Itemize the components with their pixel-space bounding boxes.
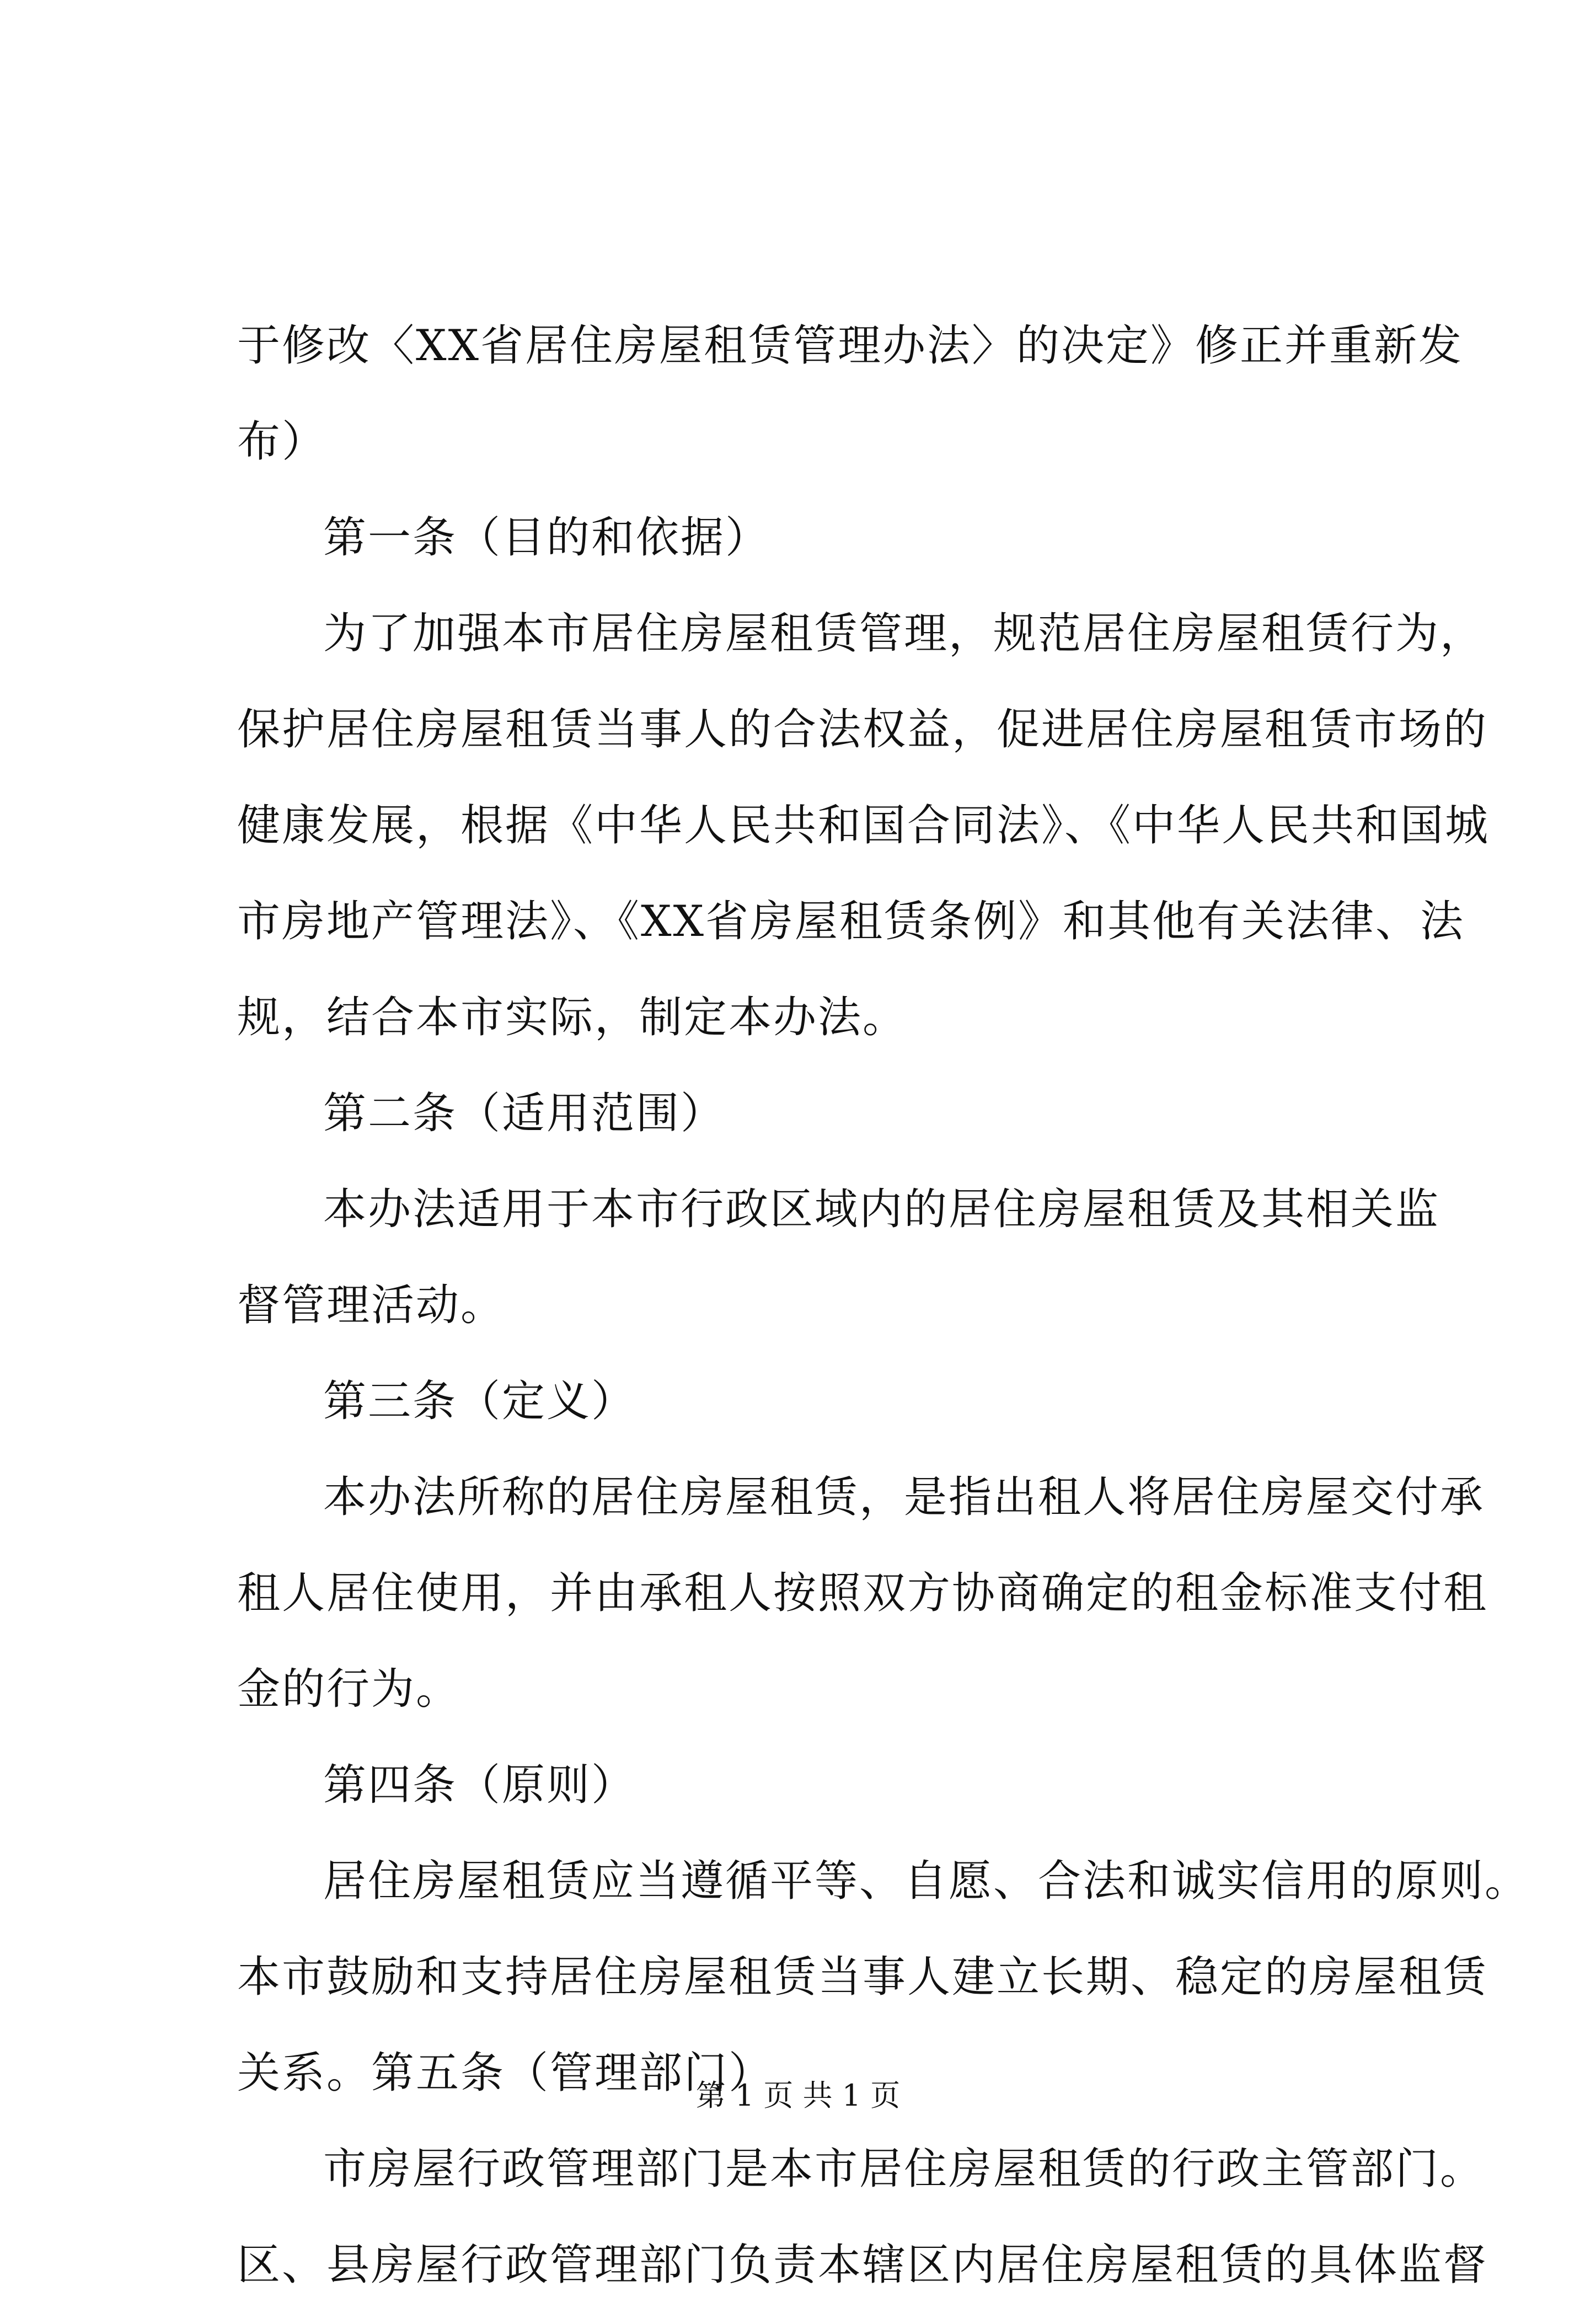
article-heading: 第一条（目的和依据）	[323, 513, 770, 563]
text-line: 本办法适用于本市行政区域内的居住房屋租赁及其相关监	[323, 1185, 1440, 1234]
text-line: 市房地产管理法》、《XX省房屋租赁条例》和其他有关法律、法	[237, 897, 1465, 946]
text-line: 督管理活动。	[237, 1281, 506, 1330]
page-number-footer: 第 1 页 共 1 页	[695, 2078, 901, 2113]
text-line: 关系。第五条（管理部门）	[237, 2048, 774, 2098]
text-line: 金的行为。	[237, 1664, 461, 1714]
document-body	[237, 298, 1530, 2313]
text-line: 本市鼓励和支持居住房屋租赁当事人建立长期、稳定的房屋租赁	[237, 1952, 1488, 2002]
text-line: 居住房屋租赁应当遵循平等、自愿、合法和诚实信用的原则。	[323, 1856, 1530, 1906]
text-line: 区、县房屋行政管理部门负责本辖区内居住房屋租赁的具体监督	[237, 2240, 1488, 2290]
text-line: 保护居住房屋租赁当事人的合法权益，促进居住房屋租赁市场的	[237, 705, 1488, 754]
article-heading: 第四条（原则）	[323, 1760, 636, 1810]
article-heading: 第二条（适用范围）	[323, 1089, 726, 1138]
text-line: 本办法所称的居住房屋租赁，是指出租人将居住房屋交付承	[323, 1473, 1485, 1522]
text-line: 市房屋行政管理部门是本市居住房屋租赁的行政主管部门。	[323, 2144, 1485, 2194]
text-line: 规，结合本市实际，制定本办法。	[237, 993, 908, 1042]
text-line: 布）	[237, 417, 327, 467]
text-line: 为了加强本市居住房屋租赁管理，规范居住房屋租赁行为，	[323, 609, 1485, 658]
text-line: 于修改〈XX省居住房屋租赁管理办法〉的决定》修正并重新发	[237, 321, 1464, 371]
text-line: 健康发展，根据《中华人民共和国合同法》、《中华人民共和国城	[237, 801, 1490, 850]
article-heading: 第三条（定义）	[323, 1377, 636, 1426]
text-line: 租人居住使用，并由承租人按照双方协商确定的租金标准支付租	[237, 1568, 1488, 1618]
